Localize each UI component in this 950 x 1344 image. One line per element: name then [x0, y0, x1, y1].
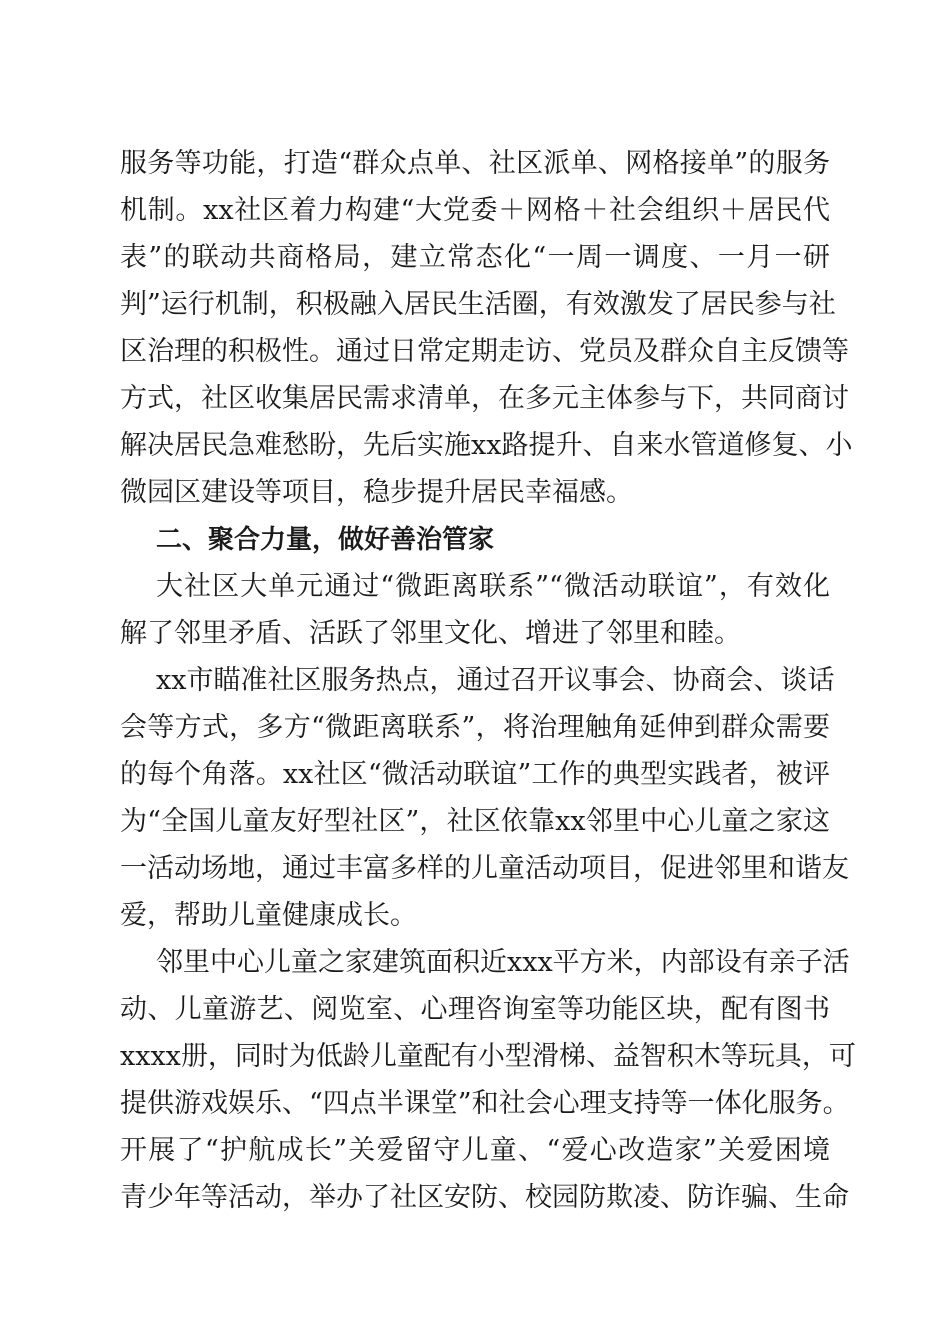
text-line-10: 大社区大单元通过“微距离联系”“微活动联谊”，有效化 — [156, 571, 830, 602]
text-line-4: 判”运行机制，积极融入居民生活圈，有效激发了居民参与社 — [120, 289, 836, 320]
text-line-14: 的每个角落。xx社区“微活动联谊”工作的典型实践者，被评 — [120, 759, 830, 790]
section-heading: 二、聚合力量，做好善治管家 — [156, 525, 495, 555]
text-line-21: 提供游戏娱乐、“四点半课堂”和社会心理支持等一体化服务。 — [120, 1088, 850, 1119]
text-line-11: 解了邻里矛盾、活跃了邻里文化、增进了邻里和睦。 — [120, 618, 741, 649]
text-line-1: 服务等功能，打造“群众点单、社区派单、网格接单”的服务 — [120, 148, 830, 179]
text-line-12: xx市瞄准社区服务热点，通过召开议事会、协商会、谈话 — [156, 665, 835, 696]
text-line-5: 区治理的积极性。通过日常定期走访、党员及群众自主反馈等 — [120, 336, 849, 367]
text-line-15: 为“全国儿童友好型社区”，社区依靠xx邻里中心儿童之家这 — [120, 806, 830, 837]
text-line-19: 动、儿童游艺、阅览室、心理咨询室等功能区块，配有图书 — [120, 994, 830, 1025]
text-line-22: 开展了“护航成长”关爱留守儿童、“爱心改造家”关爱困境 — [120, 1135, 830, 1166]
text-line-16: 一活动场地，通过丰富多样的儿童活动项目，促进邻里和谐友 — [120, 853, 849, 884]
text-line-18: 邻里中心儿童之家建筑面积近xxx平方米，内部设有亲子活 — [156, 947, 850, 978]
text-line-8: 微园区建设等项目，稳步提升居民幸福感。 — [120, 477, 633, 508]
text-line-6: 方式，社区收集居民需求清单，在多元主体参与下，共同商讨 — [120, 383, 849, 414]
text-line-3: 表”的联动共商格局，建立常态化“一周一调度、一月一研 — [120, 242, 830, 273]
text-line-7: 解决居民急难愁盼，先后实施xx路提升、自来水管道修复、小 — [120, 430, 853, 461]
text-line-2: 机制。xx社区着力构建“大党委＋网格＋社会组织＋居民代 — [120, 195, 830, 226]
text-line-13: 会等方式，多方“微距离联系”，将治理触角延伸到群众需要 — [120, 712, 830, 743]
text-line-23: 青少年等活动，举办了社区安防、校园防欺凌、防诈骗、生命 — [120, 1182, 849, 1213]
text-line-20: xxxx册，同时为低龄儿童配有小型滑梯、益智积木等玩具，可 — [120, 1041, 856, 1072]
text-line-17: 爱，帮助儿童健康成长。 — [120, 900, 417, 931]
